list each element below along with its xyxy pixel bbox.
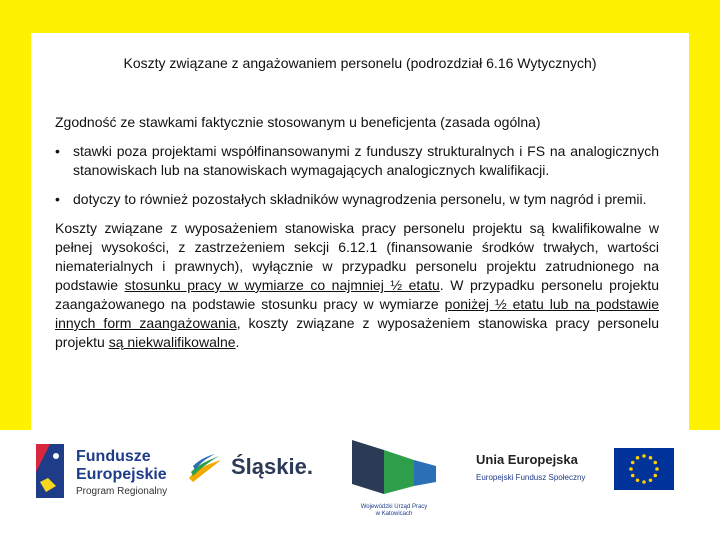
underlined-text: stosunku pracy w wymiarze co najmniej ½ etatu — [124, 277, 440, 293]
eu-star-icon — [631, 461, 635, 465]
fe-line2: Europejskie — [76, 466, 167, 483]
eu-star-icon — [636, 456, 640, 460]
eu-star-icon — [649, 478, 653, 482]
eu-line1: Unia Europejska — [476, 452, 578, 467]
slaskie-logo — [185, 448, 315, 492]
subtitle: Zgodność ze stawkami faktycznie stosowanym u beneficjenta (zasada ogólna) — [55, 114, 541, 130]
eu-star-icon — [649, 456, 653, 460]
eu-star-icon — [642, 454, 646, 458]
eu-star-icon — [653, 461, 657, 465]
slide-body — [55, 113, 659, 352]
list-item — [55, 190, 659, 209]
eu-flag-icon — [614, 448, 674, 490]
slaskie-text: Śląskie. — [231, 454, 313, 479]
eu-star-icon — [655, 467, 659, 471]
wup-logo — [344, 436, 444, 536]
paragraph-text: . W przypadku personelu projektu zaangażowanego na podstawie stosunku pracy w wymiarze — [55, 277, 659, 312]
fundusze-europejskie-logo — [36, 442, 186, 502]
eu-logo — [476, 444, 616, 504]
wup-flags-icon — [344, 436, 444, 500]
eu-line2: Europejski Fundusz Społeczny — [476, 473, 586, 482]
eu-star-icon — [642, 480, 646, 484]
fe-line3: Program Regionalny — [76, 486, 168, 497]
slide-title: Koszty związane z angażowaniem personelu (podrozdział 6.16 Wytycznych) — [123, 55, 597, 71]
bullet-text: stawki poza projektami współfinansowanymi z funduszy strukturalnych i FS na analogicznych stanowiskach lub na stanowiskach wymagających analogicznych kwalifikacji. — [73, 143, 659, 178]
logo-footer — [0, 430, 720, 540]
paragraph-text: . — [235, 334, 240, 350]
paragraph-text: , koszty związane z wyposażeniem stanowiska pracy personelu projektu — [55, 315, 659, 350]
wup-caption — [344, 504, 444, 518]
bullet-icon: • — [55, 191, 60, 207]
list-item — [55, 142, 659, 180]
eu-star-icon — [636, 478, 640, 482]
eu-star-icon — [653, 474, 657, 478]
equipment-paragraph — [55, 219, 659, 352]
eu-star-icon — [631, 474, 635, 478]
eu-stars-icon — [614, 448, 674, 490]
wup-line2: w Katowicach — [375, 511, 413, 517]
paragraph-text: personelu projektu są kwalifikowalne w pełnej wysokości, z zastrzeżeniem sekcji 6.12.1 (finansowanie środków trwałych, wartości niematerialnych i prawnych), wyłącznie w przypadku personelu projektu zatrudnionego na podstawie — [55, 220, 660, 293]
fe-line1: Fundusze — [76, 448, 151, 465]
eu-star-icon — [629, 467, 633, 471]
underlined-text: poniżej ½ etatu lub na podstawie innych form zaangażowania — [55, 296, 659, 331]
content-panel — [31, 33, 689, 430]
bullet-text: dotyczy to również pozostałych składników wynagrodzenia personelu, w tym nagród i premii. — [73, 191, 647, 207]
fe-logo-icon — [36, 442, 66, 500]
wup-line1: Wojewódzki Urząd Pracy — [360, 504, 428, 510]
paragraph-lead: Koszty związane z wyposażeniem stanowiska pracy — [55, 220, 396, 236]
underlined-text: są niekwalifikowalne — [108, 334, 236, 350]
bullet-icon: • — [55, 143, 60, 159]
slaskie-bird-icon — [185, 450, 225, 490]
